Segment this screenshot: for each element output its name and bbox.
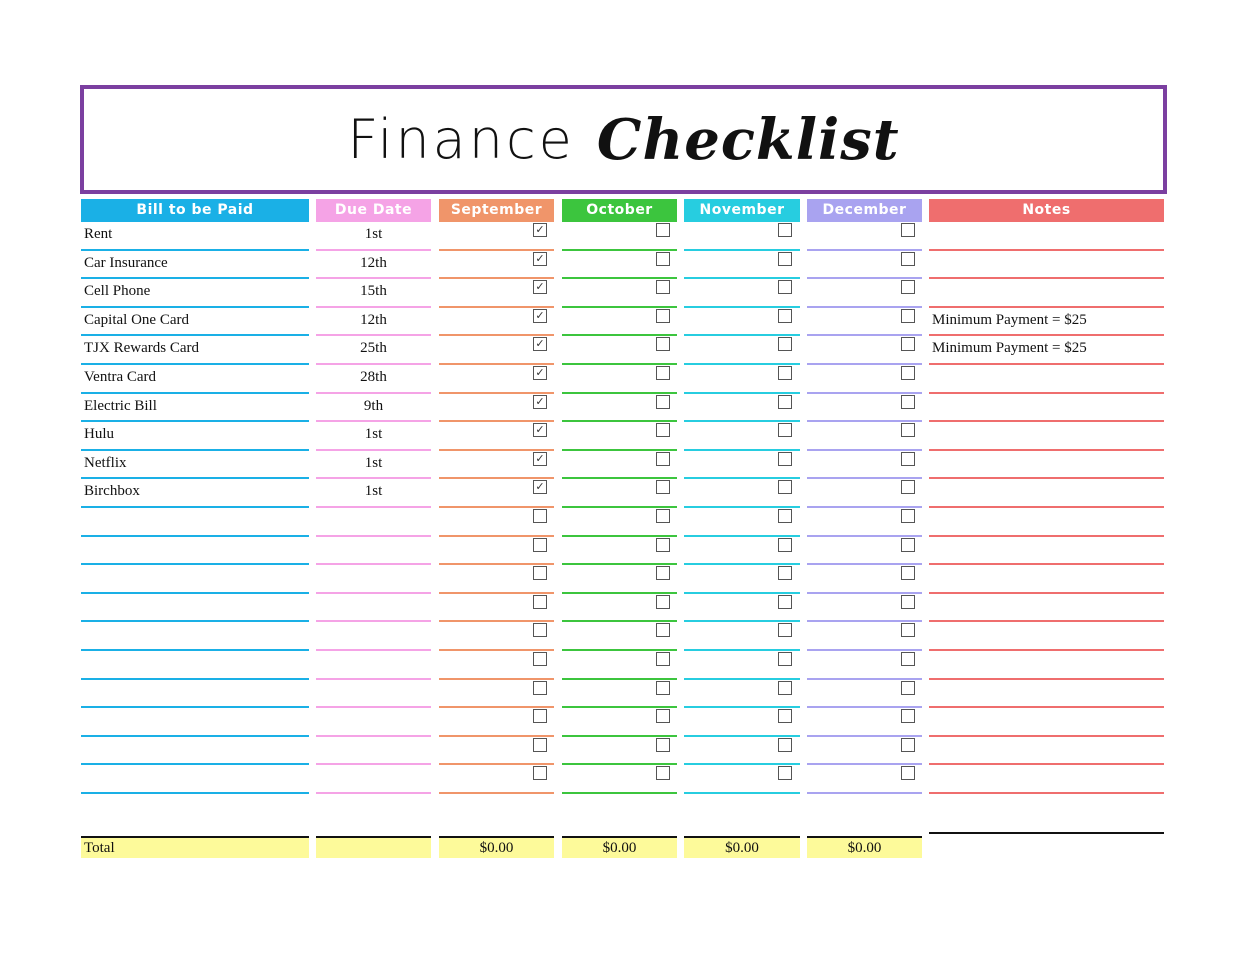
row-sep-17 [439, 680, 554, 709]
title-frame [80, 85, 1167, 194]
row-notes-2[interactable] [929, 251, 1164, 280]
row-sep-7 [439, 394, 554, 423]
column-oct [562, 199, 677, 794]
row-bill-16[interactable] [81, 651, 309, 680]
row-oct-16 [562, 651, 677, 680]
nov-checkbox[interactable] [778, 252, 792, 266]
sep-checkbox[interactable]: ✓ [533, 252, 547, 266]
sep-checkbox[interactable]: ✓ [533, 395, 547, 409]
header-due: Due Date [316, 199, 431, 222]
sep-checkbox[interactable]: ✓ [533, 337, 547, 351]
nov-checkbox[interactable] [778, 423, 792, 437]
row-sep-15 [439, 622, 554, 651]
dec-checkbox[interactable] [901, 366, 915, 380]
total-due-cell [316, 836, 431, 858]
title-plain: Finance [347, 108, 575, 171]
dec-checkbox[interactable] [901, 337, 915, 351]
row-bill-4[interactable] [81, 308, 309, 337]
row-oct-4 [562, 308, 677, 337]
row-notes-20[interactable] [929, 765, 1164, 794]
row-dec-14 [807, 594, 922, 623]
row-oct-11 [562, 508, 677, 537]
row-nov-4 [684, 308, 800, 337]
row-nov-14 [684, 594, 800, 623]
row-sep-14 [439, 594, 554, 623]
row-sep-18 [439, 708, 554, 737]
nov-checkbox[interactable] [778, 395, 792, 409]
row-dec-9 [807, 451, 922, 480]
nov-checkbox[interactable] [778, 566, 792, 580]
row-oct-5 [562, 336, 677, 365]
column-nov [684, 199, 800, 794]
row-due-15[interactable] [316, 622, 431, 651]
column-due [316, 199, 431, 794]
row-notes-11[interactable] [929, 508, 1164, 537]
row-notes-9[interactable] [929, 451, 1164, 480]
row-dec-16 [807, 651, 922, 680]
header-notes: Notes [929, 199, 1164, 222]
row-oct-20 [562, 765, 677, 794]
row-sep-11 [439, 508, 554, 537]
row-sep-16 [439, 651, 554, 680]
dec-checkbox[interactable] [901, 538, 915, 552]
due-date: 12th [360, 254, 387, 271]
header-sep: September [439, 199, 554, 222]
row-due-11[interactable] [316, 508, 431, 537]
oct-checkbox[interactable] [656, 309, 670, 323]
sep-checkbox[interactable]: ✓ [533, 452, 547, 466]
row-dec-8 [807, 422, 922, 451]
row-bill-11[interactable] [81, 508, 309, 537]
oct-checkbox[interactable] [656, 423, 670, 437]
sep-checkbox[interactable] [533, 623, 547, 637]
row-due-14[interactable] [316, 594, 431, 623]
row-due-1[interactable] [316, 222, 431, 251]
total-sep: $0.00 [439, 836, 554, 858]
row-dec-5 [807, 336, 922, 365]
row-sep-19 [439, 737, 554, 766]
row-nov-1 [684, 222, 800, 251]
row-dec-11 [807, 508, 922, 537]
row-notes-12[interactable] [929, 537, 1164, 566]
row-oct-15 [562, 622, 677, 651]
total-oct: $0.00 [562, 836, 677, 858]
row-oct-10 [562, 479, 677, 508]
due-date: 12th [360, 311, 387, 328]
row-due-3[interactable] [316, 279, 431, 308]
row-dec-3 [807, 279, 922, 308]
row-sep-10 [439, 479, 554, 508]
row-notes-3[interactable] [929, 279, 1164, 308]
row-oct-18 [562, 708, 677, 737]
nov-checkbox[interactable] [778, 337, 792, 351]
dec-checkbox[interactable] [901, 709, 915, 723]
row-due-19[interactable] [316, 737, 431, 766]
row-nov-9 [684, 451, 800, 480]
dec-checkbox[interactable] [901, 309, 915, 323]
row-nov-17 [684, 680, 800, 709]
sep-checkbox[interactable] [533, 766, 547, 780]
due-date: 15th [360, 283, 387, 300]
row-bill-19[interactable] [81, 737, 309, 766]
row-oct-14 [562, 594, 677, 623]
dec-checkbox[interactable] [901, 652, 915, 666]
oct-checkbox[interactable] [656, 452, 670, 466]
row-due-5[interactable] [316, 336, 431, 365]
oct-checkbox[interactable] [656, 280, 670, 294]
sep-checkbox[interactable] [533, 709, 547, 723]
bill-name: Cell Phone [84, 283, 151, 300]
row-nov-3 [684, 279, 800, 308]
row-dec-17 [807, 680, 922, 709]
dec-checkbox[interactable] [901, 566, 915, 580]
row-notes-4[interactable] [929, 308, 1164, 337]
sep-checkbox[interactable] [533, 509, 547, 523]
dec-checkbox[interactable] [901, 738, 915, 752]
row-nov-16 [684, 651, 800, 680]
bill-name: Electric Bill [84, 397, 157, 414]
due-date: 1st [364, 454, 383, 471]
sep-checkbox[interactable]: ✓ [533, 366, 547, 380]
dec-checkbox[interactable] [901, 480, 915, 494]
note-text: Minimum Payment = $25 [932, 311, 1087, 328]
row-due-7[interactable] [316, 394, 431, 423]
notes-total-rule [929, 832, 1164, 834]
row-notes-5[interactable] [929, 336, 1164, 365]
row-bill-10[interactable] [81, 479, 309, 508]
sep-checkbox[interactable] [533, 681, 547, 695]
row-bill-3[interactable] [81, 279, 309, 308]
oct-checkbox[interactable] [656, 652, 670, 666]
row-dec-1 [807, 222, 922, 251]
row-due-17[interactable] [316, 680, 431, 709]
row-sep-9 [439, 451, 554, 480]
row-due-8[interactable] [316, 422, 431, 451]
row-sep-4 [439, 308, 554, 337]
row-notes-13[interactable] [929, 565, 1164, 594]
row-oct-8 [562, 422, 677, 451]
due-date: 9th [363, 397, 384, 414]
column-dec [807, 199, 922, 794]
row-notes-7[interactable] [929, 394, 1164, 423]
row-bill-14[interactable] [81, 594, 309, 623]
oct-checkbox[interactable] [656, 709, 670, 723]
oct-checkbox[interactable] [656, 738, 670, 752]
row-notes-16[interactable] [929, 651, 1164, 680]
dec-checkbox[interactable] [901, 423, 915, 437]
row-notes-6[interactable] [929, 365, 1164, 394]
row-notes-10[interactable] [929, 479, 1164, 508]
oct-checkbox[interactable] [656, 538, 670, 552]
bill-name: TJX Rewards Card [84, 340, 199, 357]
row-oct-2 [562, 251, 677, 280]
dec-checkbox[interactable] [901, 595, 915, 609]
oct-checkbox[interactable] [656, 623, 670, 637]
row-due-9[interactable] [316, 451, 431, 480]
nov-checkbox[interactable] [778, 623, 792, 637]
header-dec: December [807, 199, 922, 222]
row-nov-20 [684, 765, 800, 794]
row-oct-7 [562, 394, 677, 423]
row-bill-7[interactable] [81, 394, 309, 423]
row-dec-4 [807, 308, 922, 337]
bill-name: Hulu [84, 426, 114, 443]
column-bill [81, 199, 309, 794]
oct-checkbox[interactable] [656, 681, 670, 695]
oct-checkbox[interactable] [656, 509, 670, 523]
row-nov-15 [684, 622, 800, 651]
row-bill-17[interactable] [81, 680, 309, 709]
sep-checkbox[interactable] [533, 595, 547, 609]
nov-checkbox[interactable] [778, 595, 792, 609]
row-nov-5 [684, 336, 800, 365]
nov-checkbox[interactable] [778, 652, 792, 666]
note-text: Minimum Payment = $25 [932, 340, 1087, 357]
bill-name: Capital One Card [84, 311, 189, 328]
nov-checkbox[interactable] [778, 681, 792, 695]
row-dec-13 [807, 565, 922, 594]
oct-checkbox[interactable] [656, 223, 670, 237]
row-nov-7 [684, 394, 800, 423]
row-sep-6 [439, 365, 554, 394]
row-bill-12[interactable] [81, 537, 309, 566]
row-oct-17 [562, 680, 677, 709]
bill-name: Netflix [84, 454, 127, 471]
row-bill-20[interactable] [81, 765, 309, 794]
row-due-10[interactable] [316, 479, 431, 508]
sep-checkbox[interactable] [533, 738, 547, 752]
sep-checkbox[interactable] [533, 652, 547, 666]
row-due-18[interactable] [316, 708, 431, 737]
row-due-13[interactable] [316, 565, 431, 594]
oct-checkbox[interactable] [656, 566, 670, 580]
total-dec: $0.00 [807, 836, 922, 858]
sep-checkbox[interactable]: ✓ [533, 480, 547, 494]
row-due-4[interactable] [316, 308, 431, 337]
nov-checkbox[interactable] [778, 509, 792, 523]
due-date: 25th [360, 340, 387, 357]
row-bill-15[interactable] [81, 622, 309, 651]
sep-checkbox[interactable] [533, 566, 547, 580]
title-script: Checklist [596, 106, 900, 173]
row-oct-12 [562, 537, 677, 566]
header-nov: November [684, 199, 800, 222]
row-due-12[interactable] [316, 537, 431, 566]
row-sep-8 [439, 422, 554, 451]
dec-checkbox[interactable] [901, 623, 915, 637]
dec-checkbox[interactable] [901, 223, 915, 237]
sep-checkbox[interactable] [533, 538, 547, 552]
row-due-16[interactable] [316, 651, 431, 680]
oct-checkbox[interactable] [656, 252, 670, 266]
bill-name: Birchbox [84, 483, 140, 500]
sep-checkbox[interactable]: ✓ [533, 309, 547, 323]
row-nov-18 [684, 708, 800, 737]
row-bill-13[interactable] [81, 565, 309, 594]
row-sep-2 [439, 251, 554, 280]
row-notes-19[interactable] [929, 737, 1164, 766]
row-nov-12 [684, 537, 800, 566]
header-bill: Bill to be Paid [81, 199, 309, 222]
dec-checkbox[interactable] [901, 509, 915, 523]
nov-checkbox[interactable] [778, 480, 792, 494]
row-notes-8[interactable] [929, 422, 1164, 451]
column-notes [929, 199, 1164, 794]
column-sep [439, 199, 554, 794]
bill-name: Ventra Card [84, 368, 157, 385]
nov-checkbox[interactable] [778, 738, 792, 752]
row-sep-13 [439, 565, 554, 594]
nov-checkbox[interactable] [778, 709, 792, 723]
row-dec-7 [807, 394, 922, 423]
row-due-2[interactable] [316, 251, 431, 280]
row-notes-18[interactable] [929, 708, 1164, 737]
row-nov-13 [684, 565, 800, 594]
row-sep-20 [439, 765, 554, 794]
row-bill-18[interactable] [81, 708, 309, 737]
row-due-20[interactable] [316, 765, 431, 794]
bill-name: Rent [84, 226, 113, 242]
row-dec-19 [807, 737, 922, 766]
nov-checkbox[interactable] [778, 366, 792, 380]
row-oct-6 [562, 365, 677, 394]
nov-checkbox[interactable] [778, 538, 792, 552]
row-sep-1 [439, 222, 554, 251]
row-oct-1 [562, 222, 677, 251]
oct-checkbox[interactable] [656, 595, 670, 609]
row-nov-11 [684, 508, 800, 537]
row-dec-12 [807, 537, 922, 566]
due-date: 28th [360, 368, 387, 385]
row-dec-10 [807, 479, 922, 508]
due-date: 1st [364, 426, 383, 443]
row-nov-10 [684, 479, 800, 508]
row-notes-1[interactable] [929, 222, 1164, 251]
row-dec-6 [807, 365, 922, 394]
due-date: 1st [364, 483, 383, 500]
nov-checkbox[interactable] [778, 452, 792, 466]
due-date: 1st [364, 226, 383, 242]
dec-checkbox[interactable] [901, 681, 915, 695]
row-notes-14[interactable] [929, 594, 1164, 623]
sep-checkbox[interactable]: ✓ [533, 423, 547, 437]
bill-name: Car Insurance [84, 254, 168, 271]
sep-checkbox[interactable]: ✓ [533, 280, 547, 294]
row-sep-5 [439, 336, 554, 365]
nov-checkbox[interactable] [778, 766, 792, 780]
row-due-6[interactable] [316, 365, 431, 394]
row-dec-15 [807, 622, 922, 651]
header-oct: October [562, 199, 677, 222]
row-nov-19 [684, 737, 800, 766]
row-oct-3 [562, 279, 677, 308]
row-bill-2[interactable] [81, 251, 309, 280]
oct-checkbox[interactable] [656, 337, 670, 351]
row-bill-9[interactable] [81, 451, 309, 480]
oct-checkbox[interactable] [656, 480, 670, 494]
nov-checkbox[interactable] [778, 309, 792, 323]
row-notes-17[interactable] [929, 680, 1164, 709]
row-nov-6 [684, 365, 800, 394]
oct-checkbox[interactable] [656, 395, 670, 409]
dec-checkbox[interactable] [901, 280, 915, 294]
dec-checkbox[interactable] [901, 395, 915, 409]
nov-checkbox[interactable] [778, 280, 792, 294]
nov-checkbox[interactable] [778, 223, 792, 237]
row-oct-13 [562, 565, 677, 594]
row-nov-2 [684, 251, 800, 280]
row-bill-6[interactable] [81, 365, 309, 394]
dec-checkbox[interactable] [901, 766, 915, 780]
row-dec-2 [807, 251, 922, 280]
oct-checkbox[interactable] [656, 366, 670, 380]
row-sep-3 [439, 279, 554, 308]
row-oct-19 [562, 737, 677, 766]
row-bill-8[interactable] [81, 422, 309, 451]
row-dec-18 [807, 708, 922, 737]
row-nov-8 [684, 422, 800, 451]
total-label: Total [84, 840, 115, 856]
row-sep-12 [439, 537, 554, 566]
row-bill-5[interactable] [81, 336, 309, 365]
row-oct-9 [562, 451, 677, 480]
dec-checkbox[interactable] [901, 452, 915, 466]
total-nov: $0.00 [684, 836, 800, 858]
row-notes-15[interactable] [929, 622, 1164, 651]
sep-checkbox[interactable]: ✓ [533, 223, 547, 237]
oct-checkbox[interactable] [656, 766, 670, 780]
row-dec-20 [807, 765, 922, 794]
dec-checkbox[interactable] [901, 252, 915, 266]
row-bill-1[interactable] [81, 222, 309, 251]
total-label-cell [81, 836, 309, 858]
